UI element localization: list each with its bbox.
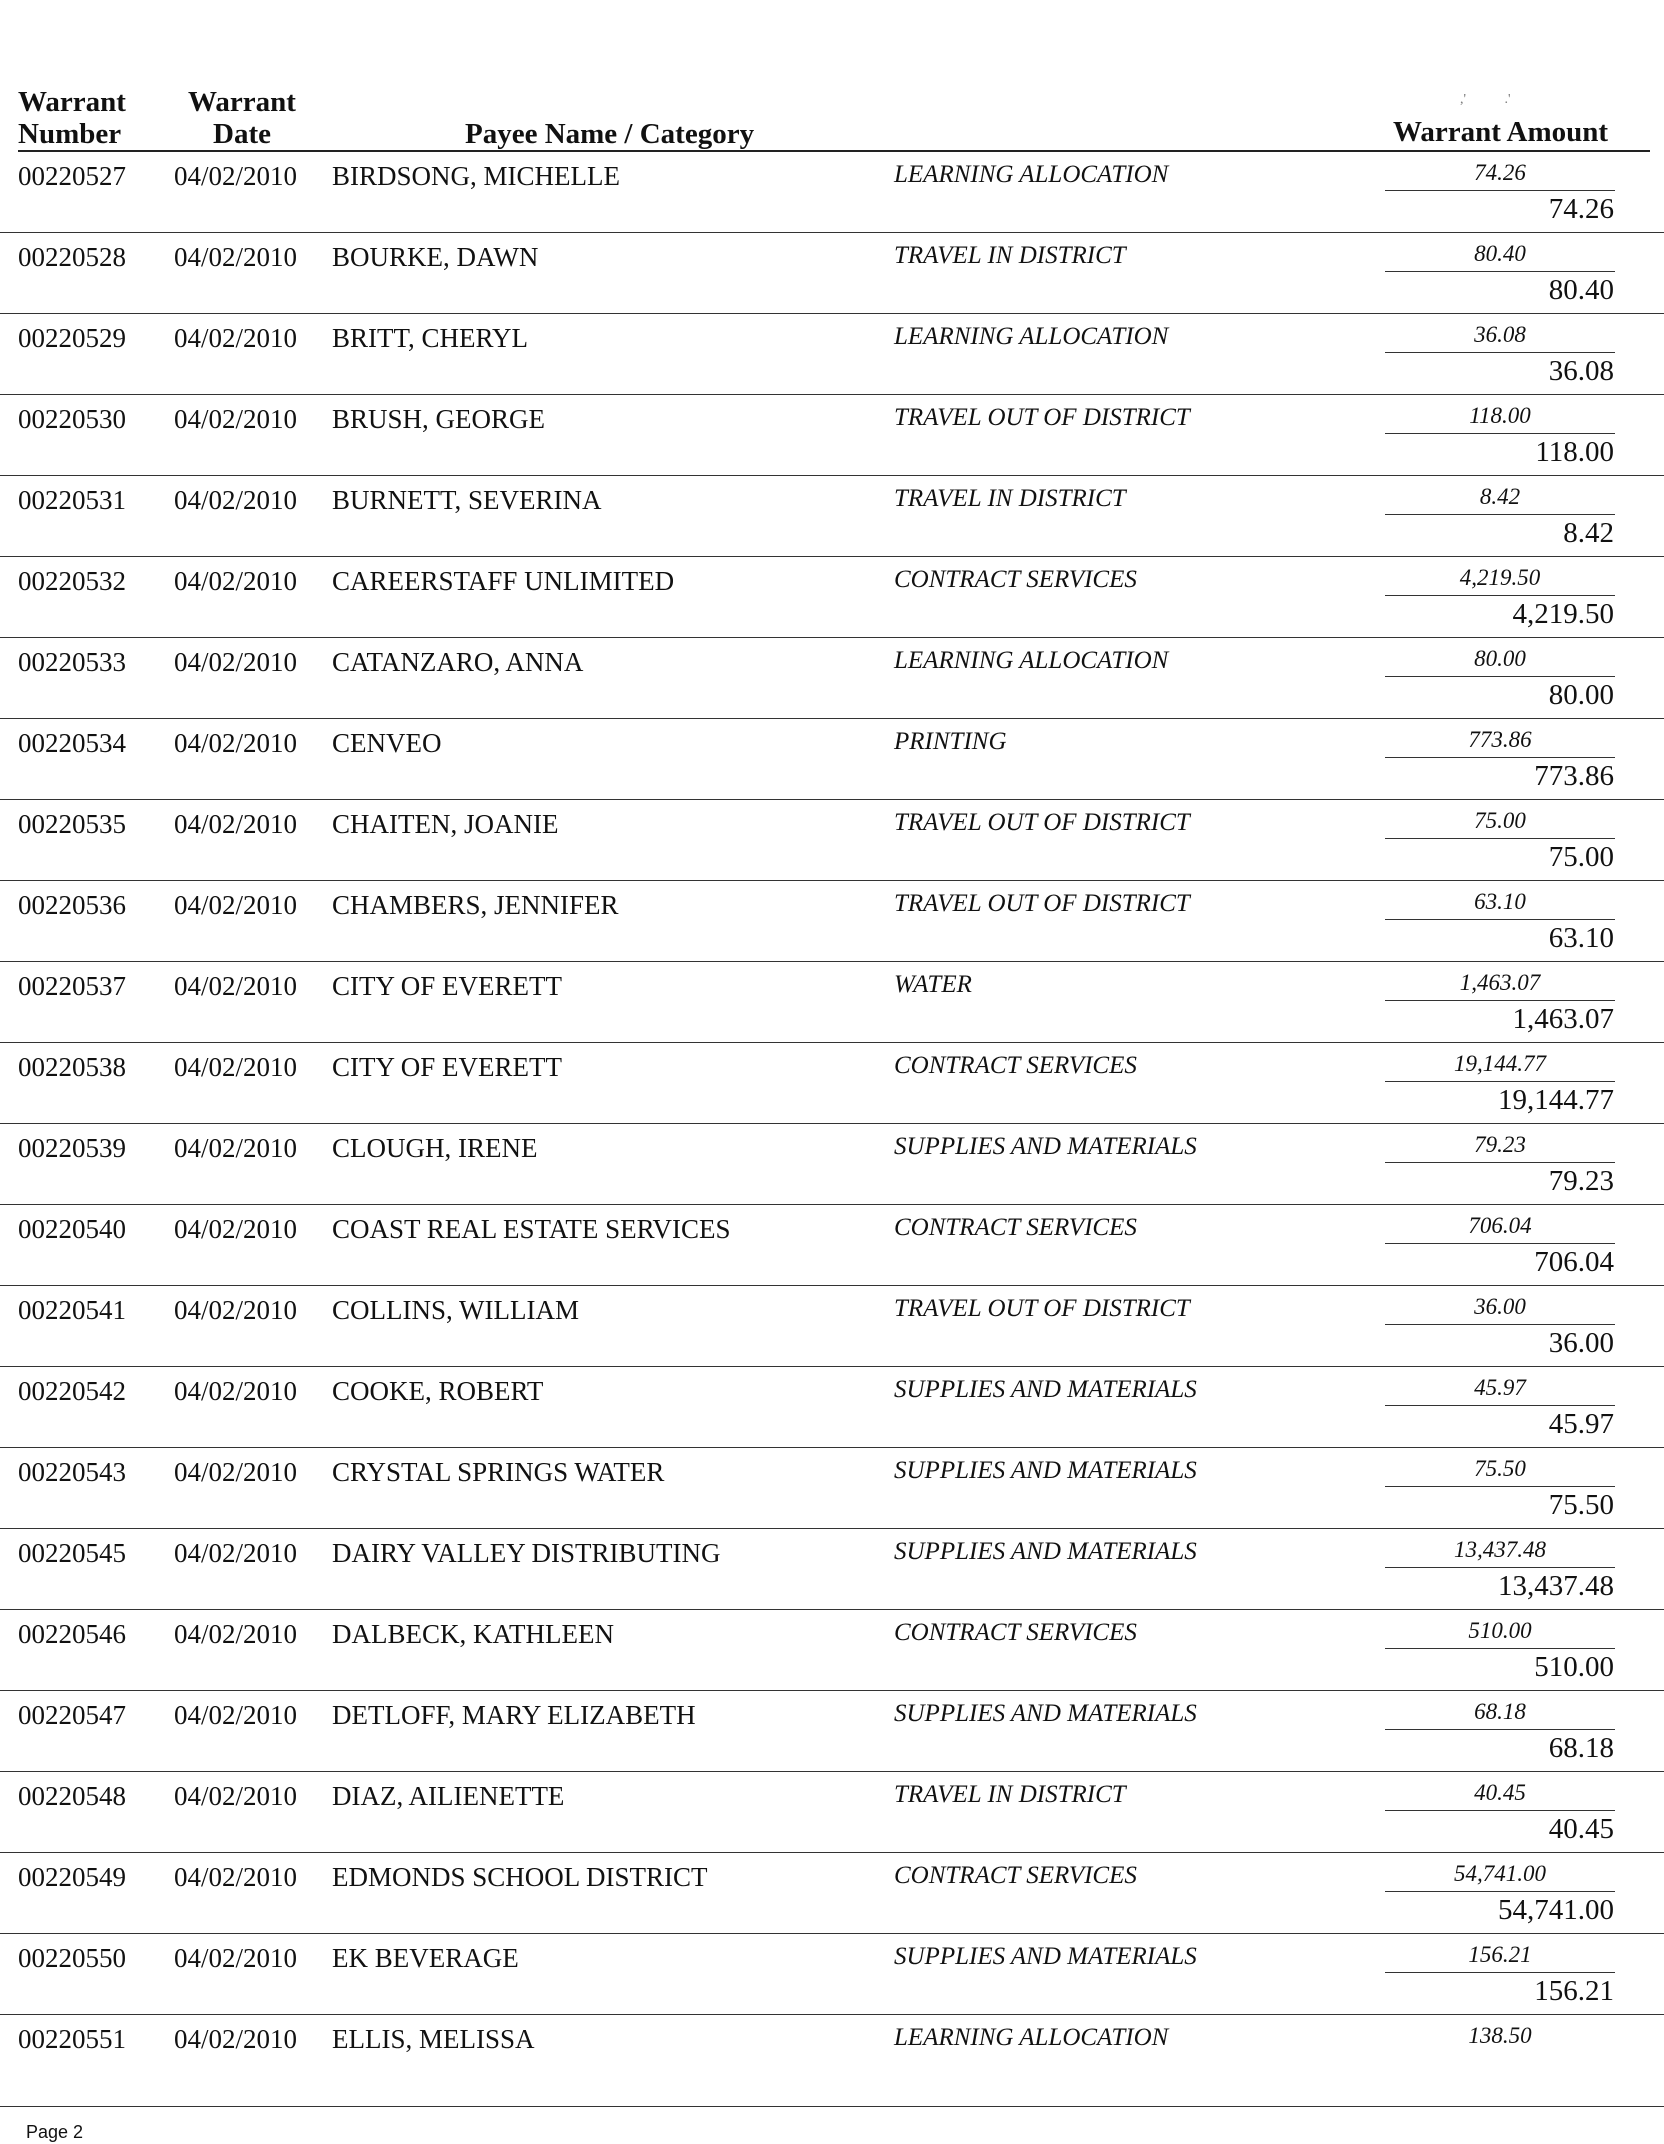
warrant-total: 36.08	[1548, 355, 1614, 387]
payee-category: WATER	[894, 971, 972, 998]
warrant-number: 00220539	[18, 1133, 126, 1163]
warrant-date: 04/02/2010	[174, 971, 298, 1001]
warrant-total: 4,219.50	[1512, 598, 1614, 630]
warrant-total: 68.18	[1548, 1732, 1614, 1764]
warrant-date: 04/02/2010	[174, 2024, 298, 2054]
line-amount: 54,741.00	[1454, 1861, 1546, 1886]
payee-name: CHAMBERS, JENNIFER	[332, 890, 619, 920]
warrant-number: 00220527	[18, 161, 126, 191]
warrant-date: 04/02/2010	[174, 1376, 298, 1406]
warrant-total: 8.42	[1563, 517, 1614, 549]
warrant-number: 00220531	[18, 485, 126, 515]
warrant-number: 00220529	[18, 323, 126, 353]
amount-underline	[1385, 1081, 1615, 1082]
warrant-date: 04/02/2010	[174, 161, 298, 191]
warrant-number: 00220546	[18, 1619, 126, 1649]
payee-name: BOURKE, DAWN	[332, 242, 539, 272]
warrant-number: 00220547	[18, 1700, 126, 1730]
warrant-total: 75.50	[1548, 1489, 1614, 1521]
warrant-number: 00220534	[18, 728, 126, 758]
warrant-date: 04/02/2010	[174, 647, 298, 677]
table-row	[0, 1934, 1664, 2015]
warrant-total: 40.45	[1548, 1813, 1614, 1845]
line-amount: 773.86	[1468, 727, 1532, 752]
payee-name: DIAZ, AILIENETTE	[332, 1781, 565, 1811]
warrant-total: 1,463.07	[1512, 1003, 1614, 1035]
table-row	[0, 233, 1664, 314]
payee-name: COLLINS, WILLIAM	[332, 1295, 579, 1325]
table-row	[0, 557, 1664, 638]
warrant-date: 04/02/2010	[174, 1214, 298, 1244]
payee-category: SUPPLIES AND MATERIALS	[894, 1376, 1197, 1403]
warrant-date: 04/02/2010	[174, 566, 298, 596]
payee-name: DETLOFF, MARY ELIZABETH	[332, 1700, 696, 1730]
warrant-date: 04/02/2010	[174, 1943, 298, 1973]
amount-underline	[1385, 919, 1615, 920]
payee-name: BRUSH, GEORGE	[332, 404, 546, 434]
warrant-total: 156.21	[1534, 1975, 1614, 2007]
warrant-date: 04/02/2010	[174, 728, 298, 758]
warrant-total: 36.00	[1548, 1327, 1614, 1359]
payee-category: CONTRACT SERVICES	[894, 1619, 1137, 1646]
payee-category: TRAVEL OUT OF DISTRICT	[894, 1295, 1190, 1322]
table-row	[0, 719, 1664, 800]
warrant-total: 79.23	[1548, 1165, 1614, 1197]
payee-name: CITY OF EVERETT	[332, 1052, 562, 1082]
payee-category: SUPPLIES AND MATERIALS	[894, 1457, 1197, 1484]
payee-category: TRAVEL OUT OF DISTRICT	[894, 404, 1190, 431]
payee-name: CENVEO	[332, 728, 442, 758]
header-warrant-amount: Warrant Amount	[1392, 116, 1609, 148]
warrant-total: 75.00	[1548, 841, 1614, 873]
line-amount: 74.26	[1474, 160, 1526, 185]
line-amount: 80.40	[1474, 241, 1526, 266]
amount-underline	[1385, 757, 1615, 758]
payee-category: CONTRACT SERVICES	[894, 1214, 1137, 1241]
amount-underline	[1385, 1405, 1615, 1406]
warrant-date: 04/02/2010	[174, 1052, 298, 1082]
warrant-total: 63.10	[1548, 922, 1614, 954]
header-warrant-date: Warrant Date	[188, 86, 296, 150]
warrant-number: 00220545	[18, 1538, 126, 1568]
warrant-date: 04/02/2010	[174, 890, 298, 920]
scan-specks: ,' .'	[1460, 92, 1511, 107]
warrant-total: 773.86	[1534, 760, 1614, 792]
warrant-number: 00220532	[18, 566, 126, 596]
warrant-date: 04/02/2010	[174, 242, 298, 272]
line-amount: 19,144.77	[1454, 1051, 1546, 1076]
header-warrant-number: Warrant Number	[18, 86, 126, 150]
table-row	[0, 1691, 1664, 1772]
payee-category: CONTRACT SERVICES	[894, 1862, 1137, 1889]
amount-underline	[1385, 271, 1615, 272]
payee-name: BRITT, CHERYL	[332, 323, 529, 353]
payee-name: CITY OF EVERETT	[332, 971, 562, 1001]
payee-category: SUPPLIES AND MATERIALS	[894, 1943, 1197, 1970]
table-row	[0, 152, 1664, 233]
warrant-total: 706.04	[1534, 1246, 1614, 1278]
line-amount: 118.00	[1469, 403, 1531, 428]
payee-name: BIRDSONG, MICHELLE	[332, 161, 620, 191]
amount-underline	[1385, 1729, 1615, 1730]
amount-underline	[1385, 190, 1615, 191]
payee-name: EK BEVERAGE	[332, 1943, 519, 1973]
warrant-total: 13,437.48	[1498, 1570, 1614, 1602]
warrant-number: 00220535	[18, 809, 126, 839]
line-amount: 510.00	[1468, 1618, 1532, 1643]
warrant-date: 04/02/2010	[174, 1700, 298, 1730]
line-amount: 138.50	[1468, 2023, 1532, 2048]
amount-underline	[1385, 1000, 1615, 1001]
payee-name: CATANZARO, ANNA	[332, 647, 584, 677]
line-amount: 63.10	[1474, 889, 1526, 914]
warrant-date: 04/02/2010	[174, 1295, 298, 1325]
warrant-number: 00220537	[18, 971, 126, 1001]
amount-underline	[1385, 1243, 1615, 1244]
table-row	[0, 800, 1664, 881]
amount-underline	[1385, 514, 1615, 515]
warrant-number: 00220528	[18, 242, 126, 272]
payee-name: ELLIS, MELISSA	[332, 2024, 535, 2054]
warrant-date: 04/02/2010	[174, 404, 298, 434]
payee-category: CONTRACT SERVICES	[894, 566, 1137, 593]
payee-name: CRYSTAL SPRINGS WATER	[332, 1457, 665, 1487]
warrant-date: 04/02/2010	[174, 323, 298, 353]
table-header	[0, 0, 1664, 150]
payee-category: TRAVEL OUT OF DISTRICT	[894, 890, 1190, 917]
warrant-number: 00220536	[18, 890, 126, 920]
payee-category: TRAVEL IN DISTRICT	[894, 485, 1126, 512]
amount-underline	[1385, 1972, 1615, 1973]
line-amount: 75.00	[1474, 808, 1526, 833]
table-row	[0, 1772, 1664, 1853]
warrant-total: 45.97	[1548, 1408, 1614, 1440]
payee-name: COOKE, ROBERT	[332, 1376, 544, 1406]
warrant-number: 00220548	[18, 1781, 126, 1811]
amount-underline	[1385, 433, 1615, 434]
header-payee: Payee Name / Category	[465, 118, 755, 150]
amount-underline	[1385, 1324, 1615, 1325]
payee-category: TRAVEL IN DISTRICT	[894, 1781, 1126, 1808]
line-amount: 45.97	[1474, 1375, 1526, 1400]
warrant-total: 118.00	[1535, 436, 1614, 468]
warrant-number: 00220533	[18, 647, 126, 677]
warrant-number: 00220540	[18, 1214, 126, 1244]
payee-name: CAREERSTAFF UNLIMITED	[332, 566, 675, 596]
warrant-total: 80.00	[1548, 679, 1614, 711]
line-amount: 706.04	[1468, 1213, 1532, 1238]
payee-category: SUPPLIES AND MATERIALS	[894, 1133, 1197, 1160]
warrant-date: 04/02/2010	[174, 1781, 298, 1811]
warrant-date: 04/02/2010	[174, 1862, 298, 1892]
payee-category: CONTRACT SERVICES	[894, 1052, 1137, 1079]
payee-name: COAST REAL ESTATE SERVICES	[332, 1214, 731, 1244]
payee-name: DALBECK, KATHLEEN	[332, 1619, 614, 1649]
warrant-number: 00220549	[18, 1862, 126, 1892]
payee-category: LEARNING ALLOCATION	[894, 161, 1169, 188]
amount-underline	[1385, 1567, 1615, 1568]
table-row	[0, 1043, 1664, 1124]
line-amount: 1,463.07	[1459, 970, 1541, 995]
line-amount: 68.18	[1474, 1699, 1526, 1724]
warrant-date: 04/02/2010	[174, 809, 298, 839]
payee-category: LEARNING ALLOCATION	[894, 647, 1169, 674]
payee-category: TRAVEL IN DISTRICT	[894, 242, 1126, 269]
line-amount: 36.00	[1474, 1294, 1526, 1319]
table-row	[0, 314, 1664, 395]
line-amount: 156.21	[1468, 1942, 1532, 1967]
payee-name: CLOUGH, IRENE	[332, 1133, 538, 1163]
warrant-total: 54,741.00	[1498, 1894, 1614, 1926]
payee-category: SUPPLIES AND MATERIALS	[894, 1700, 1197, 1727]
amount-underline	[1385, 595, 1615, 596]
payee-name: DAIRY VALLEY DISTRIBUTING	[332, 1538, 721, 1568]
amount-underline	[1385, 1891, 1615, 1892]
warrant-date: 04/02/2010	[174, 1538, 298, 1568]
table-row	[0, 395, 1664, 476]
warrant-number: 00220541	[18, 1295, 126, 1325]
table-row	[0, 1286, 1664, 1367]
warrant-date: 04/02/2010	[174, 1133, 298, 1163]
table-row	[0, 881, 1664, 962]
line-amount: 80.00	[1474, 646, 1526, 671]
table-row	[0, 1529, 1664, 1610]
warrant-total: 19,144.77	[1498, 1084, 1614, 1116]
payee-name: BURNETT, SEVERINA	[332, 485, 602, 515]
table-row	[0, 476, 1664, 557]
payee-name: EDMONDS SCHOOL DISTRICT	[332, 1862, 708, 1892]
payee-category: SUPPLIES AND MATERIALS	[894, 1538, 1197, 1565]
warrant-date: 04/02/2010	[174, 1457, 298, 1487]
table-row	[0, 1205, 1664, 1286]
warrant-total: 80.40	[1548, 274, 1614, 306]
amount-underline	[1385, 352, 1615, 353]
line-amount: 75.50	[1474, 1456, 1526, 1481]
table-row	[0, 1610, 1664, 1691]
line-amount: 8.42	[1479, 484, 1521, 509]
warrant-date: 04/02/2010	[174, 1619, 298, 1649]
amount-underline	[1385, 1648, 1615, 1649]
payee-name: CHAITEN, JOANIE	[332, 809, 559, 839]
warrant-number: 00220530	[18, 404, 126, 434]
amount-underline	[1385, 1810, 1615, 1811]
page-number: Page 2	[26, 2122, 84, 2142]
line-amount: 4,219.50	[1459, 565, 1541, 590]
warrant-date: 04/02/2010	[174, 485, 298, 515]
table-row	[0, 1853, 1664, 1934]
table-row	[0, 1367, 1664, 1448]
table-row	[0, 962, 1664, 1043]
payee-category: PRINTING	[894, 728, 1007, 755]
amount-underline	[1385, 676, 1615, 677]
table-row	[0, 1124, 1664, 1205]
table-row	[0, 638, 1664, 719]
amount-underline	[1385, 1162, 1615, 1163]
warrant-total: 510.00	[1534, 1651, 1614, 1683]
line-amount: 13,437.48	[1454, 1537, 1546, 1562]
amount-underline	[1385, 1486, 1615, 1487]
warrant-number: 00220543	[18, 1457, 126, 1487]
warrant-total: 74.26	[1548, 193, 1614, 225]
payee-category: LEARNING ALLOCATION	[894, 323, 1169, 350]
amount-underline	[1385, 838, 1615, 839]
line-amount: 79.23	[1474, 1132, 1526, 1157]
line-amount: 36.08	[1474, 322, 1526, 347]
warrant-number: 00220542	[18, 1376, 126, 1406]
warrant-number: 00220551	[18, 2024, 126, 2054]
line-amount: 40.45	[1474, 1780, 1526, 1805]
warrant-number: 00220550	[18, 1943, 126, 1973]
table-row	[0, 1448, 1664, 1529]
payee-category: TRAVEL OUT OF DISTRICT	[894, 809, 1190, 836]
warrant-number: 00220538	[18, 1052, 126, 1082]
payee-category: LEARNING ALLOCATION	[894, 2024, 1169, 2051]
table-row	[0, 2015, 1664, 2107]
warrant-table	[0, 152, 1664, 2107]
